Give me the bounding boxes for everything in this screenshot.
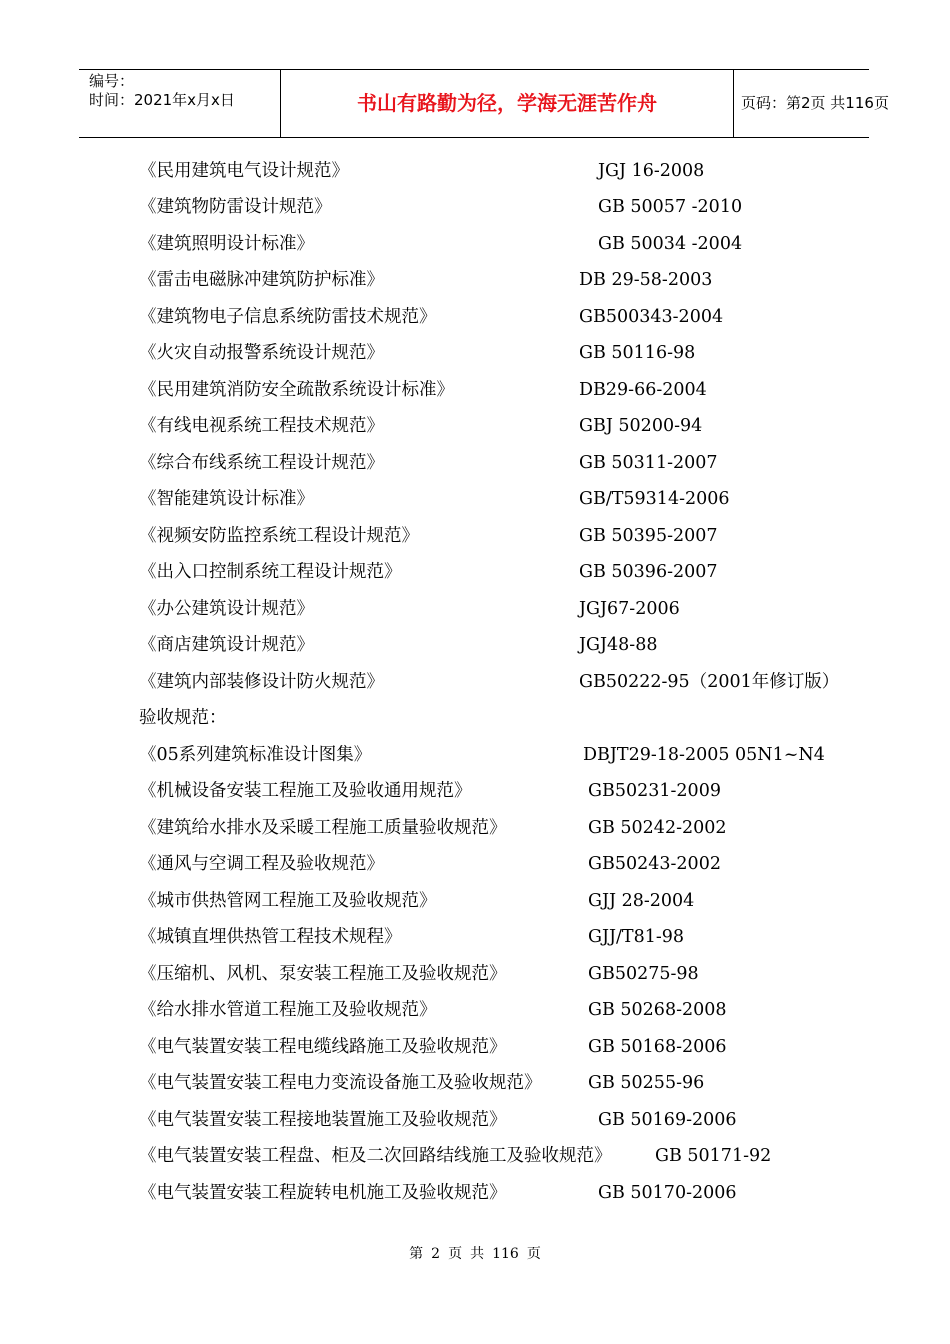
standard-code: GB 50169-2006: [598, 1110, 737, 1130]
standard-code: GB 50268-2008: [588, 1000, 727, 1020]
standard-title: 《电气装置安装工程电力变流设备施工及验收规范》: [139, 1073, 542, 1093]
standard-title: 《建筑给水排水及采暖工程施工质量验收规范》: [139, 818, 507, 838]
standard-code: JGJ48-88: [579, 635, 658, 655]
number-label: 编号：: [89, 72, 135, 90]
standard-code: DBJT29-18-2005 05N1~N4: [583, 745, 825, 765]
standard-code: GB 50255-96: [588, 1073, 705, 1093]
standard-code: GJJ 28-2004: [588, 891, 695, 911]
standard-title: 《民用建筑电气设计规范》: [139, 161, 349, 181]
motto-text: 书山有路勤为径，学海无涯苦作舟: [357, 91, 657, 115]
standard-title: 《雷击电磁脉冲建筑防护标准》: [139, 270, 384, 290]
standard-code: GB/T59314-2006: [579, 489, 730, 509]
standard-code: GB 50116-98: [579, 343, 696, 363]
header-info-cell: [79, 70, 280, 137]
footer-prefix: 第: [409, 1246, 424, 1262]
header-motto-cell: [280, 70, 734, 137]
standard-code: GB 50396-2007: [579, 562, 718, 582]
standard-title: 《商店建筑设计规范》: [139, 635, 314, 655]
standard-title: 《智能建筑设计标准》: [139, 489, 314, 509]
footer-total-unit: 页: [526, 1246, 541, 1262]
standard-code: GB50275-98: [588, 964, 699, 984]
standard-code: GB 50242-2002: [588, 818, 727, 838]
page-code: 页码：第2页 共116页: [741, 94, 889, 112]
standard-title: 《建筑物防雷设计规范》: [139, 197, 332, 217]
standard-title: 《出入口控制系统工程设计规范》: [139, 562, 402, 582]
standard-title: 《城市供热管网工程施工及验收规范》: [139, 891, 437, 911]
standard-code: GB500343-2004: [579, 307, 724, 327]
standard-code: GB50231-2009: [588, 781, 721, 801]
standard-code: GB 50034 -2004: [598, 234, 743, 254]
standard-title: 《机械设备安装工程施工及验收通用规范》: [139, 781, 472, 801]
standard-title: 《电气装置安装工程电缆线路施工及验收规范》: [139, 1037, 507, 1057]
standard-title: 《有线电视系统工程技术规范》: [139, 416, 384, 436]
standard-code: GJJ/T81-98: [588, 927, 685, 947]
standard-code: GB 50395-2007: [579, 526, 718, 546]
standard-title: 《压缩机、风机、泵安装工程施工及验收规范》: [139, 964, 507, 984]
standard-code: DB 29-58-2003: [579, 270, 713, 290]
standard-code: JGJ67-2006: [579, 599, 680, 619]
footer-total-pages: 116: [492, 1246, 519, 1262]
standard-title: 《民用建筑消防安全疏散系统设计标准》: [139, 380, 454, 400]
standard-title: 《电气装置安装工程盘、柜及二次回路结线施工及验收规范》: [139, 1146, 612, 1166]
standard-title: 《综合布线系统工程设计规范》: [139, 453, 384, 473]
footer-page-number: 2: [431, 1246, 441, 1262]
standard-title: 《城镇直埋供热管工程技术规程》: [139, 927, 402, 947]
standard-title: 《火灾自动报警系统设计规范》: [139, 343, 384, 363]
standard-code: GB 50170-2006: [598, 1183, 737, 1203]
header-page-cell: [733, 70, 889, 137]
standard-code: JGJ 16-2008: [598, 161, 705, 181]
standard-title: 《视频安防监控系统工程设计规范》: [139, 526, 419, 546]
standard-code: GB50222-95（2001年修订版）: [579, 672, 840, 692]
standard-title: 《电气装置安装工程接地装置施工及验收规范》: [139, 1110, 507, 1130]
standard-code: GB50243-2002: [588, 854, 721, 874]
standard-title: 《建筑照明设计标准》: [139, 234, 314, 254]
page-header: [79, 69, 889, 138]
footer-total-prefix: 共: [470, 1246, 485, 1262]
standard-title: 《05系列建筑标准设计图集》: [139, 745, 372, 765]
standard-title: 《电气装置安装工程旋转电机施工及验收规范》: [139, 1183, 507, 1203]
footer-page-unit: 页: [448, 1246, 463, 1262]
standard-code: GBJ 50200-94: [579, 416, 703, 436]
standard-title: 《建筑物电子信息系统防雷技术规范》: [139, 307, 437, 327]
standard-title: 《建筑内部装修设计防火规范》: [139, 672, 384, 692]
standard-title: 《通风与空调工程及验收规范》: [139, 854, 384, 874]
section-title: 验收规范：: [139, 708, 227, 728]
standard-code: GB 50171-92: [655, 1146, 772, 1166]
standard-code: DB29-66-2004: [579, 380, 707, 400]
standard-title: 《办公建筑设计规范》: [139, 599, 314, 619]
page-footer: [0, 1245, 950, 1263]
standard-code: GB 50057 -2010: [598, 197, 743, 217]
standard-code: GB 50168-2006: [588, 1037, 727, 1057]
standard-code: GB 50311-2007: [579, 453, 718, 473]
standard-title: 《给水排水管道工程施工及验收规范》: [139, 1000, 437, 1020]
date-label: 时间：2021年x月x日: [89, 91, 235, 109]
